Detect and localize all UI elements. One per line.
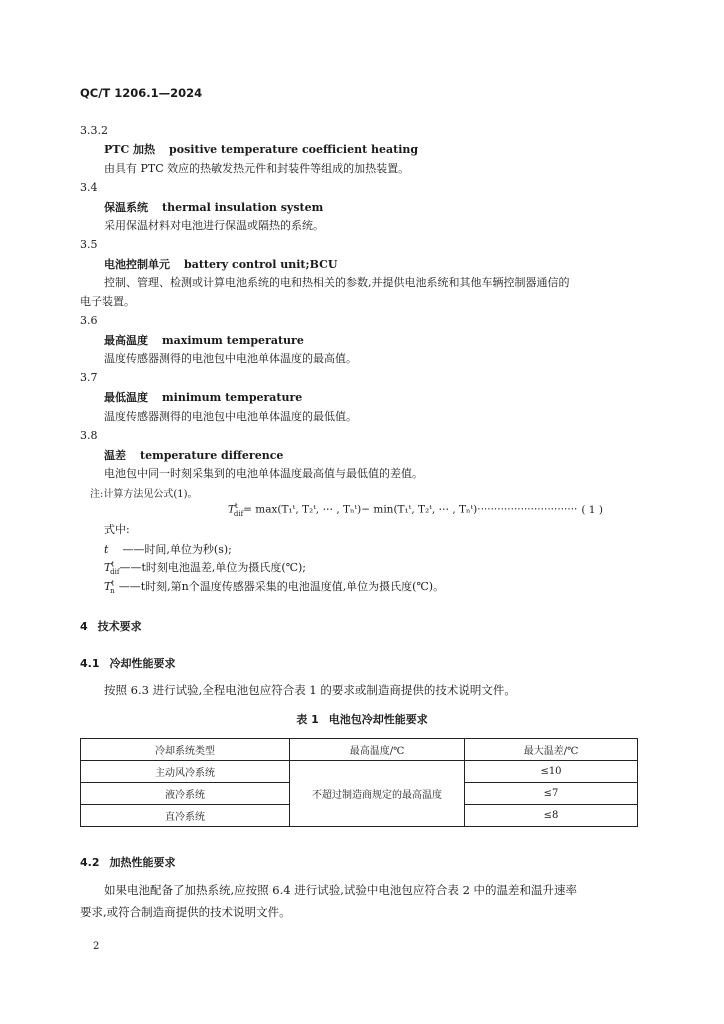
term-title: 温差 temperature difference (104, 449, 284, 462)
formula: $T^t_{dif}=$ max(T₁ᵗ, T₂ᵗ, ⋯ , Tₙᵗ)− min(T₁ᵗ, T₂ᵗ, ⋯ , Tₙᵗ)······························ ( 1 ) (228, 502, 603, 518)
term-definition: 控制、管理、检测或计算电池系统的电和热相关的参数,并提供电池系统和其他车辆控制器通信的 (104, 276, 570, 289)
column-header: 最大温差/℃ (465, 739, 638, 761)
term-definition: 电池包中同一时刻采集到的电池单体温度最高值与最低值的差值。 (104, 467, 423, 480)
paragraph-continued: 要求,或符合制造商提供的技术说明文件。 (80, 905, 291, 919)
note: 注:计算方法见公式(1)。 (90, 489, 198, 500)
table-cell: 主动风冷系统 (81, 761, 290, 783)
term-definition: 温度传感器测得的电池包中电池单体温度的最高值。 (104, 352, 357, 365)
section-heading: 4 技术要求 (80, 620, 142, 633)
section-heading: 4.1 冷却性能要求 (80, 657, 176, 670)
cooling-requirements-table (80, 738, 638, 827)
term-title: 最高温度 maximum temperature (104, 334, 304, 347)
clause-number: 3.7 (80, 371, 98, 384)
page-number: 2 (93, 941, 100, 952)
term-definition: 温度传感器测得的电池包中电池单体温度的最低值。 (104, 410, 357, 423)
table-row (81, 761, 638, 783)
section-heading: 4.2 加热性能要求 (80, 856, 176, 869)
table-cell: ≤8 (465, 805, 638, 827)
clause-number: 3.8 (80, 429, 98, 442)
variable-definition: $T^t_n$ ——t时刻,第n个温度传感器采集的电池温度值,单位为摄氏度(℃)。 (104, 579, 445, 596)
clause-number: 3.5 (80, 238, 98, 251)
column-header: 最高温度/℃ (290, 739, 465, 761)
standard-header: QC/T 1206.1—2024 (80, 86, 203, 100)
term-title: 电池控制单元 battery control unit;BCU (104, 258, 338, 271)
clause-number: 3.3.2 (80, 124, 108, 137)
table-cell-merged: 不超过制造商规定的最高温度 (290, 761, 465, 827)
term-definition: 采用保温材料对电池进行保温或隔热的系统。 (104, 219, 324, 232)
term-title: 保温系统 thermal insulation system (104, 201, 324, 214)
table-cell: 直冷系统 (81, 805, 290, 827)
where-label: 式中: (104, 523, 130, 536)
variable-definition: $T^t_{dif}——t$时刻电池温差,单位为摄氏度(℃); (104, 560, 306, 577)
table-header-row (81, 739, 638, 761)
table-cell: 液冷系统 (81, 783, 290, 805)
paragraph: 按照 6.3 进行试验,全程电池包应符合表 1 的要求或制造商提供的技术说明文件。 (104, 683, 516, 697)
column-header: 冷却系统类型 (81, 739, 290, 761)
clause-number: 3.4 (80, 181, 98, 194)
table-caption: 表 1 电池包冷却性能要求 (296, 713, 428, 726)
term-definition-continued: 电子装置。 (80, 295, 135, 308)
term-title: PTC 加热 positive temperature coefficient heating (104, 143, 419, 156)
paragraph: 如果电池配备了加热系统,应按照 6.4 进行试验,试验中电池包应符合表 2 中的温差和温升速率 (104, 883, 578, 897)
variable-definition: t ——时间,单位为秒(s); (104, 543, 232, 556)
term-title: 最低温度 minimum temperature (104, 391, 303, 404)
term-definition: 由具有 PTC 效应的热敏发热元件和封装件等组成的加热装置。 (104, 162, 410, 175)
table-cell: ≤10 (465, 761, 638, 783)
table-cell: ≤7 (465, 783, 638, 805)
clause-number: 3.6 (80, 314, 98, 327)
